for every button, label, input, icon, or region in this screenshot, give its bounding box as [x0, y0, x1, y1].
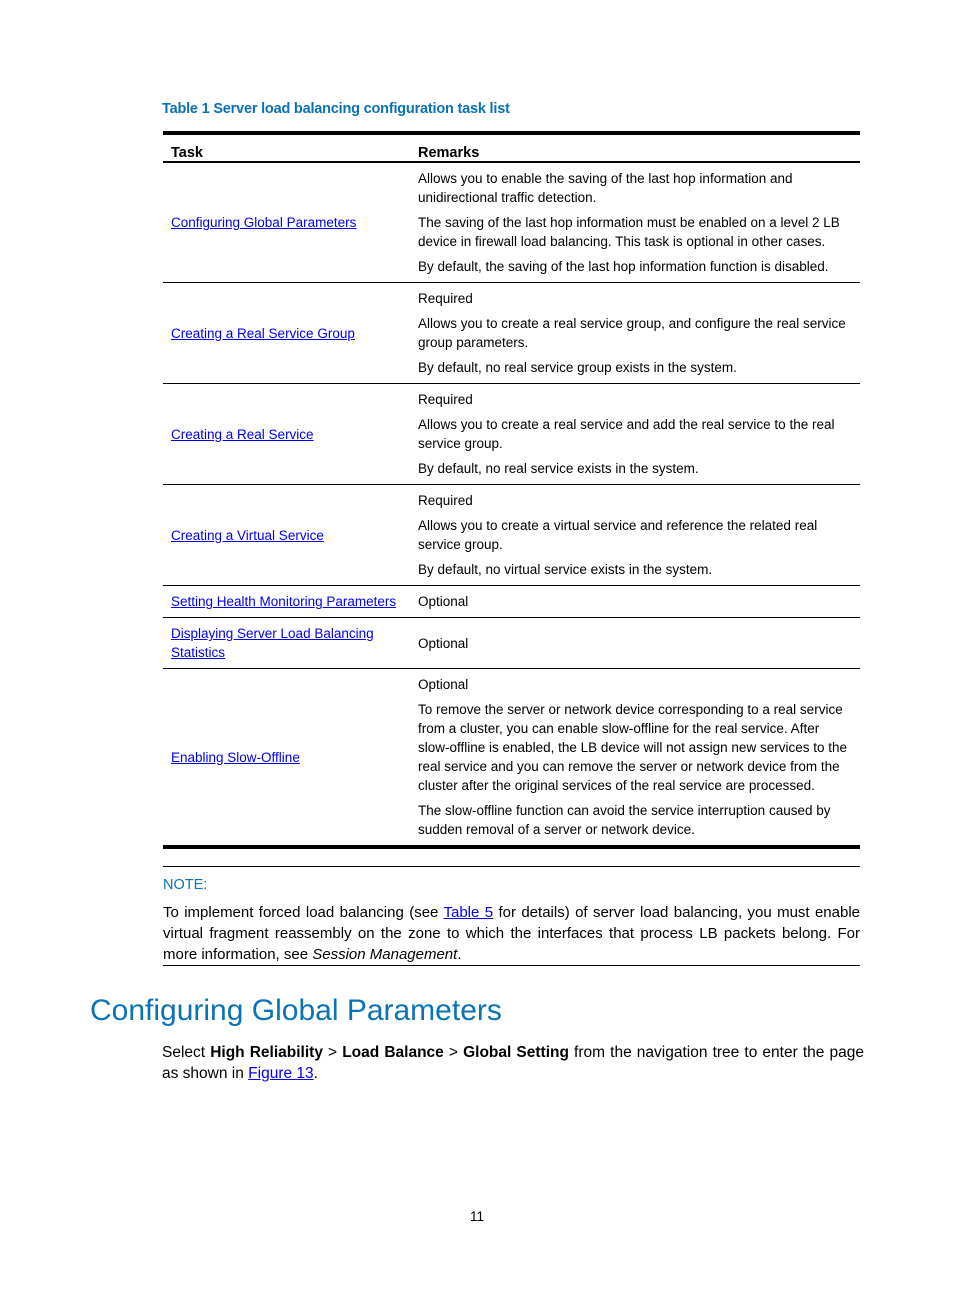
table-row [163, 283, 860, 384]
task-link[interactable]: Enabling Slow-Offline [171, 749, 300, 765]
remarks-cell [410, 669, 860, 848]
para-text: from the navigation tree to enter the page as shown in [162, 1044, 864, 1082]
table-5-link[interactable]: Table 5 [443, 904, 494, 921]
task-link[interactable]: Configuring Global Parameters [171, 215, 357, 230]
note-box [163, 866, 860, 966]
task-table [163, 131, 860, 849]
remark-text: By default, no real service exists in the system. [418, 461, 699, 476]
remark-text: Required [418, 291, 473, 306]
table-caption: Table 1 Server load balancing configuration task list [162, 101, 510, 117]
task-cell [163, 586, 410, 618]
section-paragraph [162, 1042, 864, 1084]
para-text: . [313, 1065, 318, 1082]
header-task: Task [163, 133, 410, 162]
remarks-cell [410, 384, 860, 485]
remark-text: Required [418, 392, 473, 407]
task-link[interactable]: Creating a Real Service Group [171, 325, 355, 341]
task-cell [163, 384, 410, 485]
para-text: Select [162, 1044, 211, 1061]
note-text [163, 902, 860, 965]
task-cell [163, 618, 410, 669]
menu-load-balance: Load Balance [342, 1044, 444, 1061]
table-row [163, 162, 860, 283]
remark-text: By default, the saving of the last hop information function is disabled. [418, 259, 829, 274]
remarks-cell [410, 586, 860, 618]
note-label: NOTE: [163, 877, 208, 893]
table-row [163, 384, 860, 485]
note-text-middle: for details) of server load balancing, you must enable virtual fragment reassembly on the zone to which the interfaces that process LB packets belong. For more information, see [163, 904, 861, 963]
remark-text: To remove the server or network device corresponding to a real service from a cluster, you can enable slow-offline for the real service. After slow-offline is enabled, the LB device will not assign new services to the real service and you can remove the server or network device from the cluster after the original services of the real service are processed. [418, 702, 847, 793]
remark-text: Optional [418, 594, 469, 609]
page-number: 11 [469, 1209, 484, 1224]
menu-global-setting: Global Setting [463, 1044, 569, 1061]
remark-text: By default, no real service group exists in the system. [418, 360, 737, 375]
task-cell [163, 485, 410, 586]
table-body [163, 162, 860, 847]
note-text-before: To implement forced load balancing (see [163, 904, 444, 921]
para-separator: > [443, 1044, 464, 1061]
header-remarks: Remarks [410, 133, 860, 162]
task-cell [163, 162, 410, 283]
remark-text: The saving of the last hop information must be enabled on a level 2 LB device in firewall load balancing. This task is optional in other cases. [418, 215, 840, 249]
table-row [163, 586, 860, 618]
menu-high-reliability: High Reliability [210, 1044, 323, 1061]
para-separator: > [322, 1044, 343, 1061]
table-header-row [163, 133, 860, 162]
task-link[interactable]: Setting Health Monitoring Parameters [171, 594, 397, 609]
note-text-after: . [457, 946, 462, 963]
remark-text: Allows you to create a real service and add the real service to the real service group. [418, 417, 835, 451]
remarks-cell [410, 283, 860, 384]
task-link[interactable]: Displaying Server Load Balancing Statistics [171, 626, 374, 660]
remark-text: By default, no virtual service exists in the system. [418, 562, 713, 577]
task-link[interactable]: Creating a Real Service [171, 426, 314, 442]
section-heading: Configuring Global Parameters [90, 994, 502, 1027]
task-cell [163, 283, 410, 384]
table-row [163, 485, 860, 586]
session-management-ref: Session Management [312, 946, 458, 963]
remark-text: Allows you to enable the saving of the last hop information and unidirectional traffic detection. [418, 171, 793, 205]
task-link[interactable]: Creating a Virtual Service [171, 527, 324, 543]
remark-text: Required [418, 493, 473, 508]
remark-text: Allows you to create a real service group, and configure the real service group parameters. [418, 316, 846, 350]
table-row [163, 618, 860, 669]
remark-text: Optional [418, 677, 469, 692]
remark-text: Allows you to create a virtual service and reference the related real service group. [418, 518, 818, 552]
remark-text: Optional [418, 635, 469, 651]
remarks-cell [410, 618, 860, 669]
task-cell [163, 669, 410, 848]
remark-text: The slow-offline function can avoid the service interruption caused by sudden removal of a server or network device. [418, 803, 831, 837]
table-row [163, 669, 860, 848]
figure-13-link[interactable]: Figure 13 [248, 1065, 314, 1082]
remarks-cell [410, 162, 860, 283]
remarks-cell [410, 485, 860, 586]
